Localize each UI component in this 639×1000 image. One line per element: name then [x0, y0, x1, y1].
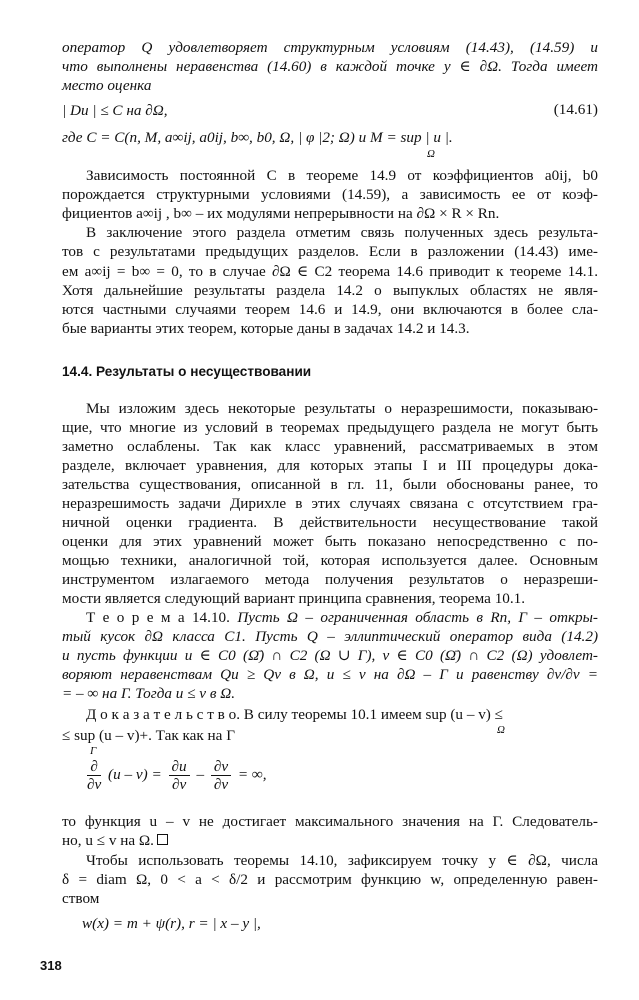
text-line: заметно ослаблены. Так как класс уравнений, рассматриваемых в этом	[62, 438, 598, 455]
text-line: Мы изложим здесь некоторые результаты о неразрешимости, показываю-	[86, 400, 598, 417]
text-line: и пусть функции u ∈ C0 (Ω̄) ∩ C2 (Ω ∪ Γ), v ∈ C0 (Ω̄) ∩ C2 (Ω) удовлет-	[62, 647, 598, 664]
fraction: $\frac{\partial}{\partial\nu}$	[87, 758, 102, 793]
text-line: ничной оценки градиента. В действительности несуществование такой	[62, 514, 598, 531]
text-line: бые варианты этих теорем, которые даны в задачах 14.2 и 14.3.	[62, 320, 470, 337]
text-line: место оценка	[62, 77, 152, 94]
text-line: Чтобы использовать теоремы 14.10, зафиксируем точку y ∈ ∂Ω, числа	[86, 852, 598, 869]
text-line: Хотя дальнейшие результаты раздела 14.2 о выпуклых областях не явля-	[62, 282, 598, 299]
proof-line	[86, 705, 598, 724]
text-line: неразрешимость задачи Дирихле в этих случаях связана с отсутствием гра-	[62, 495, 598, 512]
theorem-line	[86, 608, 598, 627]
equation-number: (14.61)	[553, 101, 598, 118]
equation-part: = ∞,	[237, 765, 267, 783]
text-line: тов с результатами предыдущих разделов. Если в разложении (14.43) име-	[62, 243, 598, 260]
text-line: инструментом излагаемого метода получения результатов о неразреши-	[62, 571, 598, 588]
text-line: то функция u – v не достигает максимального значения на Γ. Следователь-	[62, 813, 598, 830]
subscript: Ω	[427, 148, 435, 160]
equation-normal-derivative	[84, 758, 620, 798]
proof-label: Д о к а з а т е л ь с т в о.	[86, 706, 240, 723]
text-line: Зависимость постоянной C в теореме 14.9 от коэффициентов a0ij, b0	[86, 167, 598, 184]
text-line: разделе, включает уравнения, для которых этапы I и III процедуры дока-	[62, 457, 598, 474]
equation-14-61: | Du | ≤ C на ∂Ω,	[62, 102, 168, 119]
text-line: ем a∞ij = b∞ = 0, то в случае ∂Ω ∈ C2 теорема 14.6 приводит к теореме 14.1.	[62, 263, 598, 280]
text-line: тый кусок ∂Ω класса C1. Пусть Q – эллиптический оператор вида (14.2)	[62, 628, 598, 645]
text-line: δ = diam Ω, 0 < a < δ/2 и рассмотрим функцию w, определенную равен-	[62, 871, 598, 888]
section-heading: 14.4. Результаты о несуществовании	[62, 364, 312, 379]
text-line: что выполнены неравенства (14.60) в каждой точке y ∈ ∂Ω. Тогда имеет	[62, 58, 598, 75]
subscript: Ω	[497, 724, 505, 736]
text-line: но, u ≤ v на Ω.	[62, 831, 598, 850]
text-line: ≤ sup (u – v)+. Так как на Γ	[62, 727, 236, 744]
proof-text: В силу теоремы 10.1 имеем sup (u – v) ≤	[243, 706, 504, 723]
text-line: ются частными случаями теорем 14.6 и 14.9, они включаются в более сла-	[62, 301, 598, 318]
fraction: $\frac{\partial v}{\partial\nu}$	[211, 758, 231, 793]
text-line: = – ∞ на Γ. Тогда u ≤ v в Ω.	[62, 685, 235, 702]
qed-box	[157, 834, 168, 845]
text-line: воряют неравенствам Qu ≥ Qv в Ω, u ≤ v на ∂Ω – Γ и равенству ∂v/∂ν =	[62, 666, 598, 683]
theorem-label: Т е о р е м а 14.10.	[86, 609, 230, 626]
text-line: щие, что многие из условий в теоремах предыдущего раздела не могут быть	[62, 419, 598, 436]
theorem-text: Пусть Ω – ограниченная область в Rn, Γ – откры-	[237, 609, 598, 626]
equation-part: –	[196, 765, 205, 783]
subscript: Γ	[90, 745, 97, 757]
text-line: мости является следующий вариант принципа сравнения, теорема 10.1.	[62, 590, 526, 607]
text-line: В заключение этого раздела отметим связь полученных здесь результа-	[86, 224, 598, 241]
equation-w: w(x) = m + ψ(r), r = | x – y |,	[82, 915, 261, 932]
equation-part: (u – v) =	[108, 765, 162, 783]
fraction: $\frac{\partial u}{\partial\nu}$	[169, 758, 190, 793]
text-line: ством	[62, 890, 100, 907]
text-line: фициентов a∞ij , b∞ – их модулями непрерывности на ∂Ω × R × Rn.	[62, 205, 500, 222]
text-line: мощью техники, аналогичной той, которая используется далее. Основным	[62, 552, 598, 569]
text-line: зательства существования, описанной в гл. 11, были обоснованы ранее, то	[62, 476, 598, 493]
text-line: оценки для этих уравнений может быть показано непосредственно с по-	[62, 533, 598, 550]
text-line: порождается структурными условиями (14.59), а зависимость ее от коэф-	[62, 186, 598, 203]
page-number: 318	[40, 958, 62, 973]
text-line: оператор Q удовлетворяет структурным условиям (14.43), (14.59) и	[62, 39, 598, 56]
text-line: где C = C(n, M, a∞ij, a0ij, b∞, b0, Ω, | φ |2; Ω) и M = sup | u |.	[62, 129, 453, 146]
